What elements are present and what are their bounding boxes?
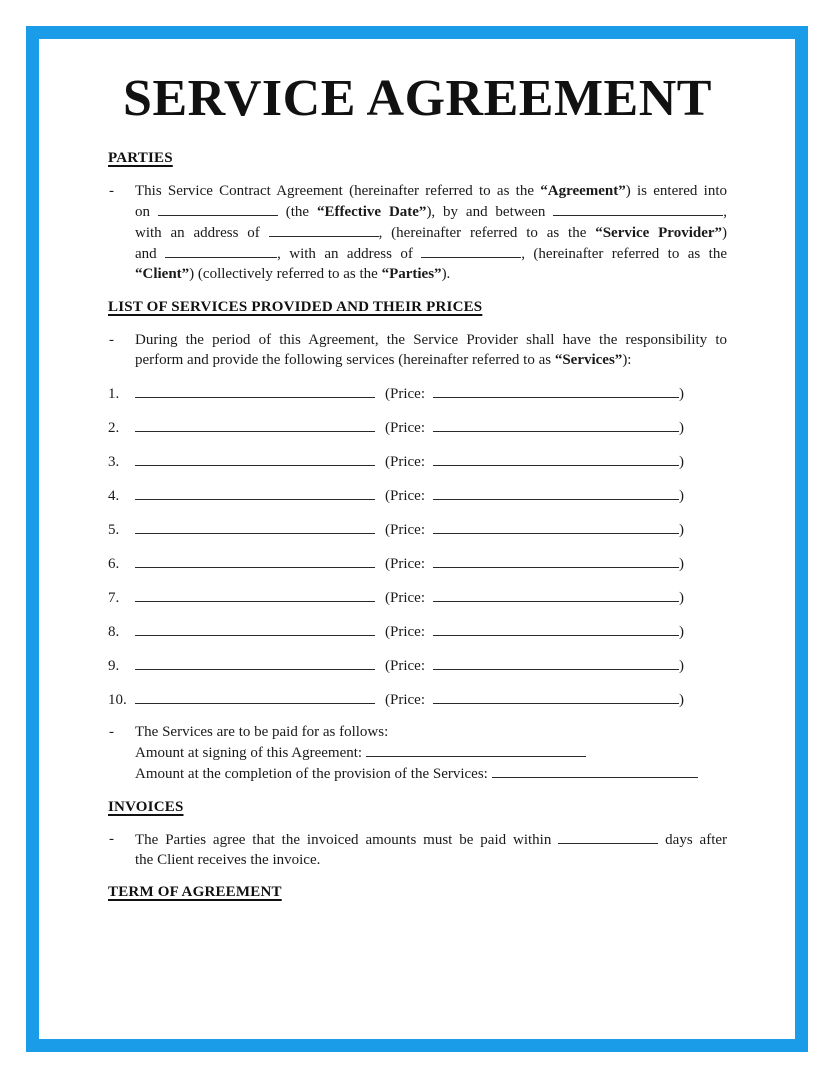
services-intro-line-2 [135,350,727,370]
service-price-blank[interactable] [433,689,679,704]
text-run-bold: “Services” [554,352,623,368]
section-heading-invoices: INVOICES [108,799,184,815]
text-run: and [135,246,157,262]
service-item-row [108,621,694,642]
service-name-blank[interactable] [135,417,375,432]
completion-amount-blank[interactable] [492,763,698,778]
payment-signing-line [135,742,727,763]
service-number: 6. [108,556,120,572]
provider-address-blank[interactable] [269,222,379,237]
text-run-bold: “Parties” [381,266,442,282]
service-item-row [108,417,694,438]
service-number: 10. [108,692,127,708]
text-run: ). [441,266,451,282]
service-name-blank[interactable] [135,451,375,466]
close-paren: ) [678,658,684,674]
parties-line-2 [135,201,727,222]
price-label: (Price: [385,624,425,640]
price-label: (Price: [385,658,425,674]
parties-line-4 [135,243,727,264]
provider-name-blank[interactable] [553,201,723,216]
service-name-blank[interactable] [135,655,375,670]
text-run: ) is entered into [625,183,727,199]
text-run: , [723,204,728,220]
parties-line-3 [135,222,727,243]
text-run-bold: “Agreement” [540,183,626,199]
signing-amount-blank[interactable] [366,742,586,757]
text-run: days after [665,832,728,848]
effective-date-blank[interactable] [158,201,278,216]
price-label: (Price: [385,454,425,470]
close-paren: ) [678,624,684,640]
section-heading-term: TERM OF AGREEMENT [108,884,282,900]
bullet-dash: - [109,724,114,740]
text-run: (the [285,204,310,220]
bullet-dash: - [109,332,114,348]
payment-intro-line: The Services are to be paid for as follows: [135,724,389,740]
service-name-blank[interactable] [135,519,375,534]
service-item-row [108,485,694,506]
parties-line-1 [135,181,727,201]
close-paren: ) [678,420,684,436]
service-name-blank[interactable] [135,485,375,500]
service-price-blank[interactable] [433,519,679,534]
client-address-blank[interactable] [421,243,521,258]
service-item-row [108,451,694,472]
section-heading-parties: PARTIES [108,150,173,166]
service-price-blank[interactable] [433,383,679,398]
text-run: ) (collectively referred to as the [189,266,378,282]
service-name-blank[interactable] [135,689,375,704]
service-number: 9. [108,658,120,674]
service-number: 4. [108,488,120,504]
service-price-blank[interactable] [433,587,679,602]
document-content [108,0,727,902]
document-title: SERVICE AGREEMENT [123,70,712,127]
parties-line-5 [135,264,727,284]
service-name-blank[interactable] [135,383,375,398]
service-name-blank[interactable] [135,621,375,636]
service-price-blank[interactable] [433,451,679,466]
section-heading-services: LIST OF SERVICES PROVIDED AND THEIR PRICES [108,299,483,315]
service-item-row [108,689,694,710]
service-name-blank[interactable] [135,587,375,602]
text-run: ): [622,352,632,368]
service-number: 1. [108,386,120,402]
service-price-blank[interactable] [433,553,679,568]
price-label: (Price: [385,420,425,436]
price-label: (Price: [385,488,425,504]
service-number: 5. [108,522,120,538]
close-paren: ) [678,488,684,504]
close-paren: ) [678,556,684,572]
service-number: 3. [108,454,120,470]
service-item-row [108,553,694,574]
text-run: , with an address of [277,246,413,262]
price-label: (Price: [385,692,425,708]
service-price-blank[interactable] [433,417,679,432]
services-intro-paragraph [108,330,727,370]
bullet-dash: - [109,183,114,199]
text-run: with an address of [135,225,260,241]
payment-completion-line [135,763,727,784]
service-item-row [108,383,694,404]
text-run: perform and provide the following services (hereinafter referred to as [135,352,552,368]
service-price-blank[interactable] [433,621,679,636]
text-run: , (hereinafter referred to as the [378,225,587,241]
service-number: 2. [108,420,120,436]
service-item-row [108,519,694,540]
close-paren: ) [678,454,684,470]
completion-amount-label: Amount at the completion of the provision of the Services: [135,766,488,782]
text-run: ), by and between [426,204,546,220]
text-run-bold: “Client” [135,266,190,282]
client-name-blank[interactable] [165,243,277,258]
service-name-blank[interactable] [135,553,375,568]
price-label: (Price: [385,386,425,402]
text-run: , (hereinafter referred to as the [521,246,728,262]
parties-paragraph [108,181,727,284]
service-item-row [108,655,694,676]
invoices-line-1 [135,829,727,850]
close-paren: ) [678,386,684,402]
bullet-dash: - [109,831,114,847]
close-paren: ) [678,692,684,708]
price-label: (Price: [385,590,425,606]
services-intro-line-1: During the period of this Agreement, the Service Provider shall have the responsibility to [135,332,727,348]
service-price-blank[interactable] [433,655,679,670]
service-item-row [108,587,694,608]
text-run: The Parties agree that the invoiced amounts must be paid within [135,832,552,848]
text-run: This Service Contract Agreement (hereinafter referred to as the [135,183,534,199]
service-price-blank[interactable] [433,485,679,500]
text-run-bold: “Service Provider” [595,225,723,241]
close-paren: ) [678,522,684,538]
text-run-bold: “Effective Date” [316,204,427,220]
payment-paragraph [108,722,727,784]
close-paren: ) [678,590,684,606]
text-run: ) [722,225,728,241]
service-number: 7. [108,590,120,606]
payment-days-blank[interactable] [558,829,658,844]
price-label: (Price: [385,556,425,572]
services-list [108,383,727,710]
text-run: on [135,204,150,220]
signing-amount-label: Amount at signing of this Agreement: [135,745,363,761]
service-number: 8. [108,624,120,640]
price-label: (Price: [385,522,425,538]
invoices-paragraph [108,829,727,870]
invoices-line-2: the Client receives the invoice. [135,852,321,868]
